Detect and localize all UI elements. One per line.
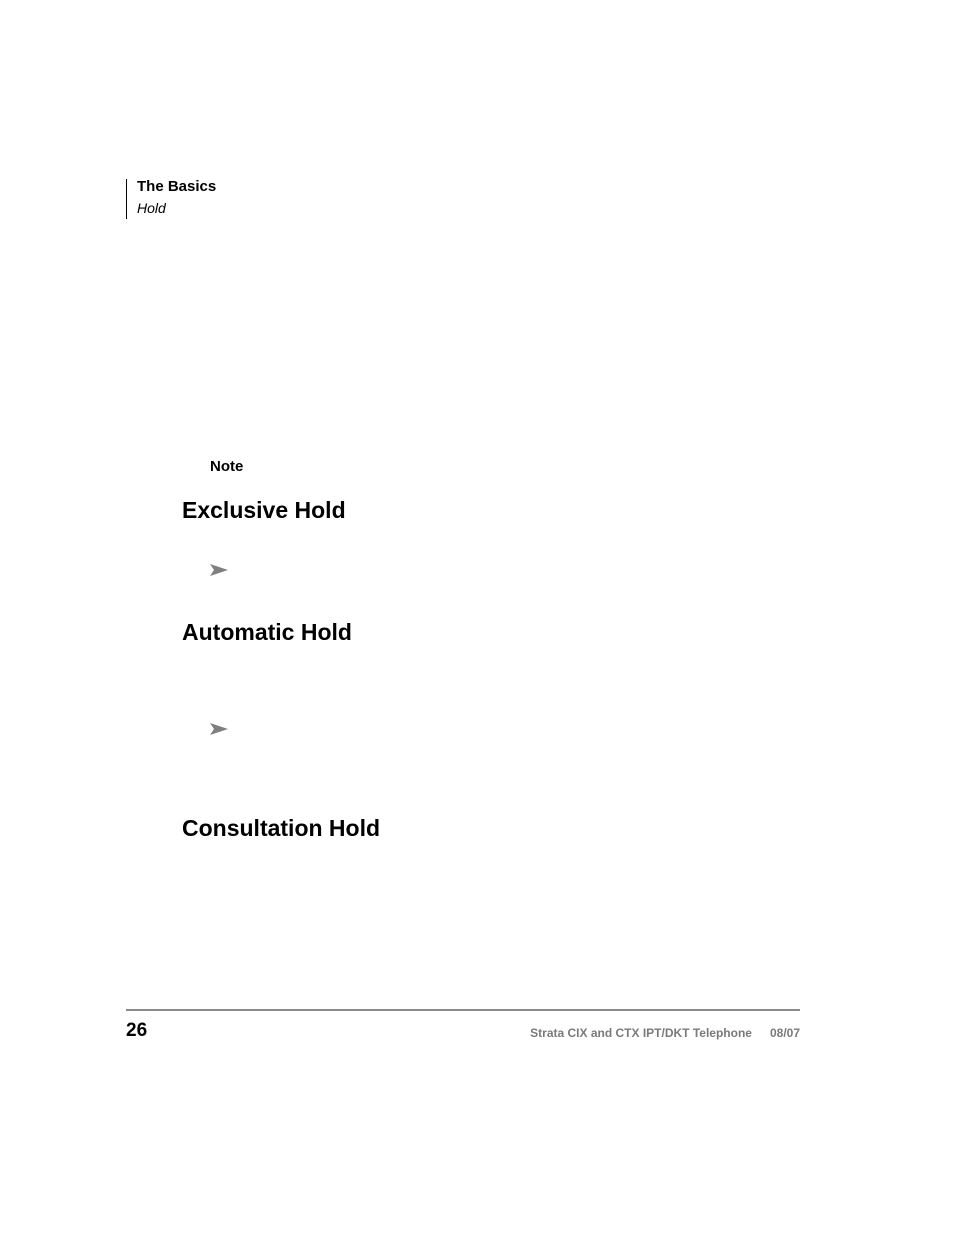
- section-subtitle: Hold: [137, 200, 166, 216]
- note-label: Note: [210, 458, 244, 475]
- page-number: 26: [126, 1020, 148, 1041]
- heading-consultation-hold: Consultation Hold: [182, 815, 381, 841]
- header-rule: [126, 179, 127, 219]
- arrow-right-icon: [209, 563, 229, 577]
- footer-date: 08/07: [769, 1026, 800, 1040]
- heading-automatic-hold: Automatic Hold: [182, 619, 352, 645]
- footer-text: [530, 1026, 800, 1041]
- heading-exclusive-hold: Exclusive Hold: [182, 497, 346, 523]
- arrow-right-icon: [209, 722, 229, 736]
- section-title: The Basics: [137, 178, 217, 195]
- footer-rule: [126, 1009, 800, 1011]
- footer-title: Strata CIX and CTX IPT/DKT Telephone: [530, 1026, 752, 1040]
